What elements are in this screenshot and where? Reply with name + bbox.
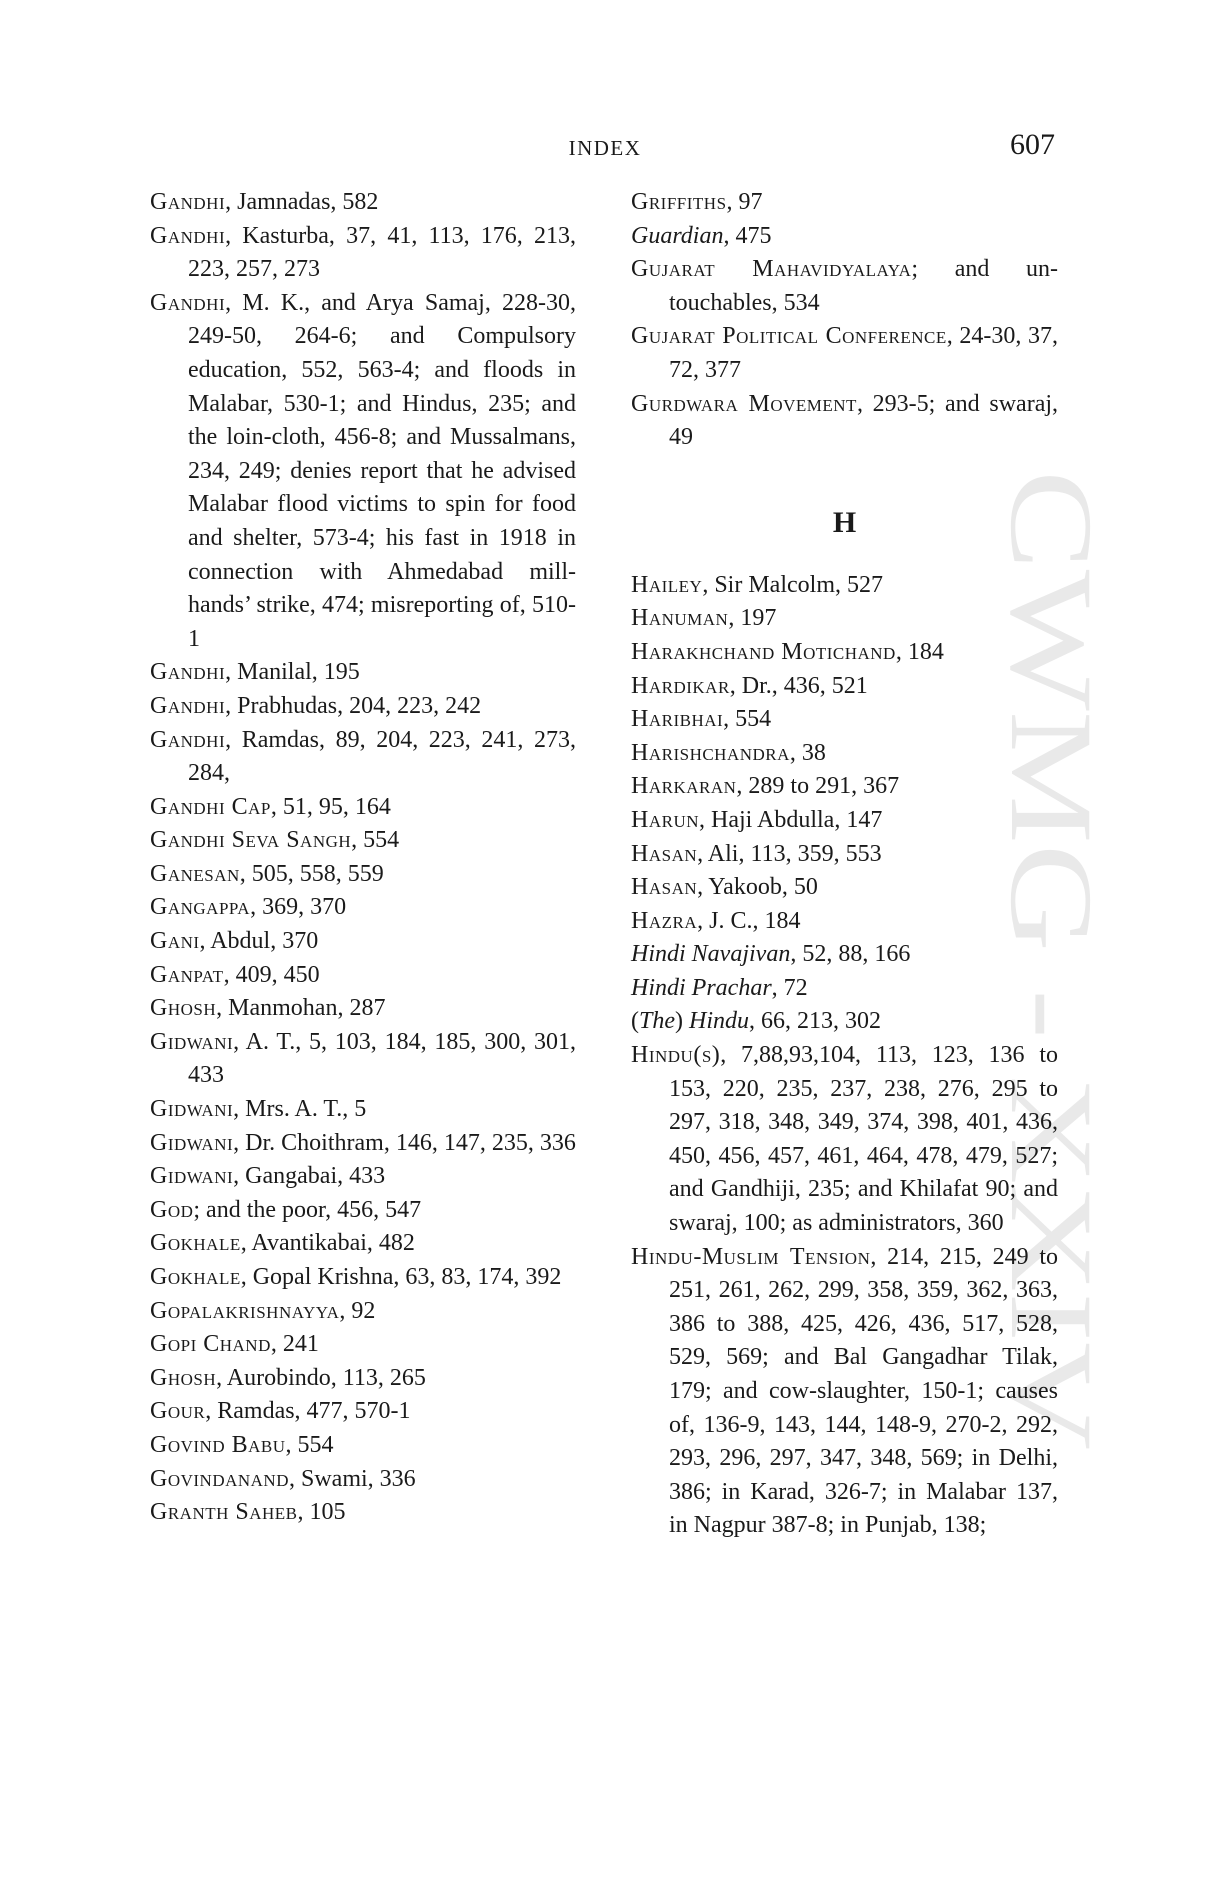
entry-references: , 409, 450	[223, 961, 320, 988]
index-entry	[631, 938, 1058, 972]
entry-references: , Dr., 436, 521	[729, 672, 868, 699]
index-entry	[631, 569, 1058, 603]
index-entry	[150, 791, 576, 825]
entry-heading: Gokhale	[150, 1264, 241, 1290]
entry-heading: Gopalakrishnayya	[150, 1297, 340, 1324]
entry-references: , 105	[297, 1499, 346, 1526]
index-entry	[631, 972, 1058, 1006]
entry-heading: Ghosh	[150, 1364, 217, 1391]
entry-references: , Yakoob, 50	[697, 874, 818, 901]
entry-references: , A. T., 5, 103, 184, 185, 300, 301, 433	[188, 1028, 576, 1089]
index-entry	[150, 858, 576, 892]
entry-heading: Hasan	[631, 874, 698, 901]
index-entry	[150, 925, 576, 959]
entry-heading: Hardikar	[631, 672, 730, 699]
entry-heading: Gour	[150, 1398, 206, 1425]
index-entry	[631, 636, 1058, 670]
entry-heading: Gurdwara Movement	[631, 390, 857, 417]
entry-references: , 293-5; and swaraj, 49	[669, 390, 1059, 451]
page-number: 607	[1010, 128, 1055, 161]
entry-title: Hindu	[689, 1008, 749, 1035]
index-entry	[631, 703, 1058, 737]
index-entry	[631, 220, 1058, 254]
entry-references: , Swami, 336	[289, 1465, 416, 1492]
index-entry	[631, 602, 1058, 636]
entry-references: , Gopal Krishna, 63, 83, 174, 392	[240, 1264, 562, 1290]
index-entry	[150, 1227, 576, 1261]
entry-references: , 475	[723, 222, 772, 249]
entry-heading: Gandhi	[150, 222, 226, 249]
entry-references: ; and un-touchables, 534	[669, 256, 1058, 316]
index-entry	[150, 1127, 576, 1161]
index-entry	[150, 1463, 576, 1497]
index-entry	[631, 871, 1058, 905]
entry-heading: Hindu-Muslim Tension	[631, 1243, 871, 1270]
index-entry	[150, 1496, 576, 1530]
entry-references: , 505, 558, 559	[239, 860, 384, 887]
entry-references: , J. C., 184	[697, 907, 801, 934]
index-entry	[150, 1295, 576, 1329]
entry-heading: Gandhi	[150, 726, 226, 753]
entry-references: , Avantikabai, 482	[240, 1230, 415, 1257]
index-entry	[150, 690, 576, 724]
index-entry	[150, 1093, 576, 1127]
entry-title: Hindi Navajivan	[631, 941, 791, 968]
entry-heading: Ghosh	[150, 995, 217, 1022]
index-entry	[631, 804, 1058, 838]
entry-references: , Prabhudas, 204, 223, 242	[225, 692, 482, 719]
entry-references: , 369, 370	[250, 894, 347, 921]
entry-references: , 241	[270, 1331, 319, 1358]
index-entry	[631, 838, 1058, 872]
index-column-right	[631, 186, 1058, 1543]
index-entry	[631, 320, 1058, 387]
entry-title: Guardian	[631, 222, 724, 249]
entry-heading: Gandhi	[150, 692, 226, 719]
entry-punct: (	[631, 1008, 639, 1035]
entry-heading: Granth Saheb	[150, 1499, 298, 1526]
index-entry	[631, 1039, 1058, 1241]
watermark-text: CWMG - XXIV	[986, 470, 1117, 1244]
entry-heading: Gidwani	[150, 1163, 234, 1190]
entry-heading: Gidwani	[150, 1096, 234, 1123]
entry-references: , 554	[285, 1431, 334, 1458]
entry-title: Hindi Prachar	[631, 974, 772, 1001]
entry-references: , 184	[895, 638, 944, 665]
entry-heading: Gandhi	[150, 659, 226, 686]
entry-heading: Hazra	[631, 907, 698, 934]
index-entry	[150, 220, 576, 287]
entry-references: , 97	[726, 189, 763, 215]
index-entry	[150, 1362, 576, 1396]
entry-references: , M. K., and Arya Samaj, 228-30, 249-50, 264-6; and Compulsory education, 552, 563-4; and floods in Malabar, 530-1; and Hindus, 235; and the loin-cloth, 456-8; and Mussalmans, 234, 249; denies report that he advised Malabar flood victims to spin for food and shelter, 573-4; his fast in 1918 in connection with Ahmedabad mill-hands’ strike, 474; misreporting of, 510-1	[188, 289, 576, 652]
entry-references: , Jamnadas, 582	[225, 189, 379, 215]
entry-references: , Mrs. A. T., 5	[233, 1096, 367, 1123]
entry-references: , 24-30, 37, 72, 377	[669, 323, 1058, 383]
entry-heading: Ganesan	[150, 860, 240, 887]
entry-references: , Gangabai, 433	[233, 1163, 386, 1190]
entry-references: , Abdul, 370	[199, 928, 319, 955]
entry-references: , 7,88,93,104, 113, 123, 136 to 153, 220, 235, 237, 238, 276, 295 to 297, 318, 348, 349, 374, 398, 401, 436, 450, 456, 457, 461, 464, 478, 479, 527; and Gandhiji, 235; and Khilafat 90; and swaraj, 100; as administrators, 360	[669, 1042, 1058, 1237]
entry-heading: Gangappa	[150, 894, 251, 921]
index-entry	[631, 670, 1058, 704]
index-entry	[150, 959, 576, 993]
entry-heading: Gandhi Cap	[150, 793, 271, 820]
entry-references: , 289 to 291, 367	[736, 773, 900, 800]
entry-references: , 214, 215, 249 to 251, 261, 262, 299, 358, 359, 362, 363, 386 to 388, 425, 426, 436, 517, 528, 529, 569; and Bal Gangadhar Tilak, 179; and cow-slaughter, 150-1; causes of, 136-9, 143, 144, 148-9, 270-2, 292, 293, 296, 297, 347, 348, 569; in Delhi, 386; in Karad, 326-7; in Malabar 137, in Nagpur 387-8; in Punjab, 138;	[669, 1243, 1059, 1539]
entry-heading: Harishchandra	[631, 739, 790, 766]
entry-references: , Dr. Choithram, 146, 147, 235, 336	[233, 1129, 576, 1156]
entry-references: , 92	[339, 1297, 376, 1324]
entry-heading: Haribhai	[631, 706, 724, 733]
entry-heading: Gandhi	[150, 289, 226, 316]
index-entry	[150, 1026, 576, 1093]
index-entry	[150, 186, 576, 220]
index-entry	[150, 891, 576, 925]
entry-heading: Harun	[631, 806, 700, 833]
index-entry	[150, 1395, 576, 1429]
entry-references: , Aurobindo, 113, 265	[216, 1364, 426, 1391]
entry-references: ; and the poor, 456, 547	[193, 1196, 422, 1223]
entry-heading: Gopi Chand	[150, 1331, 271, 1358]
entry-references: , Ramdas, 477, 570-1	[205, 1398, 411, 1425]
entry-heading: Gidwani	[150, 1129, 234, 1156]
index-entries-g	[631, 186, 1058, 455]
entry-heading: Harakhchand Motichand	[631, 638, 896, 665]
index-entries-h	[631, 569, 1058, 1543]
index-entry	[631, 1241, 1058, 1543]
entry-heading: Griffiths	[631, 189, 727, 215]
entry-heading: Gokhale	[150, 1230, 241, 1257]
index-entry	[150, 1328, 576, 1362]
entry-references: , Haji Abdulla, 147	[699, 806, 883, 833]
index-entry	[150, 1160, 576, 1194]
entry-title: The	[639, 1008, 675, 1035]
index-entry	[150, 1194, 576, 1228]
entry-heading: Gujarat Political Conference	[631, 323, 947, 350]
entry-heading: Gandhi Seva Sangh	[150, 827, 352, 854]
entry-references: , 52, 88, 166	[790, 941, 911, 968]
entry-heading: Hasan	[631, 840, 698, 867]
entry-references: , 51, 95, 164	[270, 793, 391, 820]
entry-heading: Gujarat Mahavidyalaya	[631, 256, 912, 283]
running-header-title: INDEX	[568, 136, 642, 160]
index-entry	[631, 770, 1058, 804]
entry-heading: Hindu(s)	[631, 1042, 721, 1069]
entry-heading: Ganpat	[150, 961, 224, 988]
index-entry	[150, 824, 576, 858]
entry-references: , 554	[351, 827, 400, 854]
index-entry	[150, 992, 576, 1026]
index-entry	[150, 656, 576, 690]
index-entry	[631, 737, 1058, 771]
entry-references: , Ali, 113, 359, 553	[697, 840, 882, 867]
entry-heading: God	[150, 1196, 194, 1223]
section-letter-h: H	[832, 505, 857, 539]
index-entry	[150, 287, 576, 657]
entry-references: , Kasturba, 37, 41, 113, 176, 213, 223, 257, 273	[188, 222, 576, 283]
entry-heading: Gani	[150, 928, 200, 955]
entry-references: , 197	[728, 605, 777, 632]
entry-heading: Gandhi	[150, 189, 226, 215]
entry-heading: Hanuman	[631, 605, 729, 632]
index-column-left	[150, 186, 576, 1530]
entry-references: , 38	[789, 739, 826, 766]
entry-heading: Govind Babu	[150, 1431, 286, 1458]
entry-heading: Gidwani	[150, 1028, 234, 1055]
index-entry	[631, 186, 1058, 220]
entry-heading: Hailey	[631, 571, 703, 598]
index-entry	[150, 1429, 576, 1463]
index-entry	[631, 388, 1058, 455]
entry-references: , Manilal, 195	[225, 659, 360, 686]
entry-references: , 72	[771, 974, 808, 1001]
index-entry	[631, 1005, 1058, 1039]
index-entry	[631, 905, 1058, 939]
index-entry	[631, 253, 1058, 320]
index-entry	[150, 1261, 576, 1295]
entry-references: , Manmohan, 287	[216, 995, 386, 1022]
entry-references: , Ramdas, 89, 204, 223, 241, 273, 284,	[188, 726, 576, 787]
entry-references: , 66, 213, 302	[749, 1008, 881, 1035]
entry-heading: Govindanand	[150, 1465, 289, 1492]
entry-heading: Harkaran	[631, 773, 737, 800]
entry-punct: )	[675, 1008, 689, 1035]
index-entry	[150, 724, 576, 791]
entry-references: , 554	[723, 706, 772, 733]
entry-references: , Sir Malcolm, 527	[702, 571, 883, 598]
